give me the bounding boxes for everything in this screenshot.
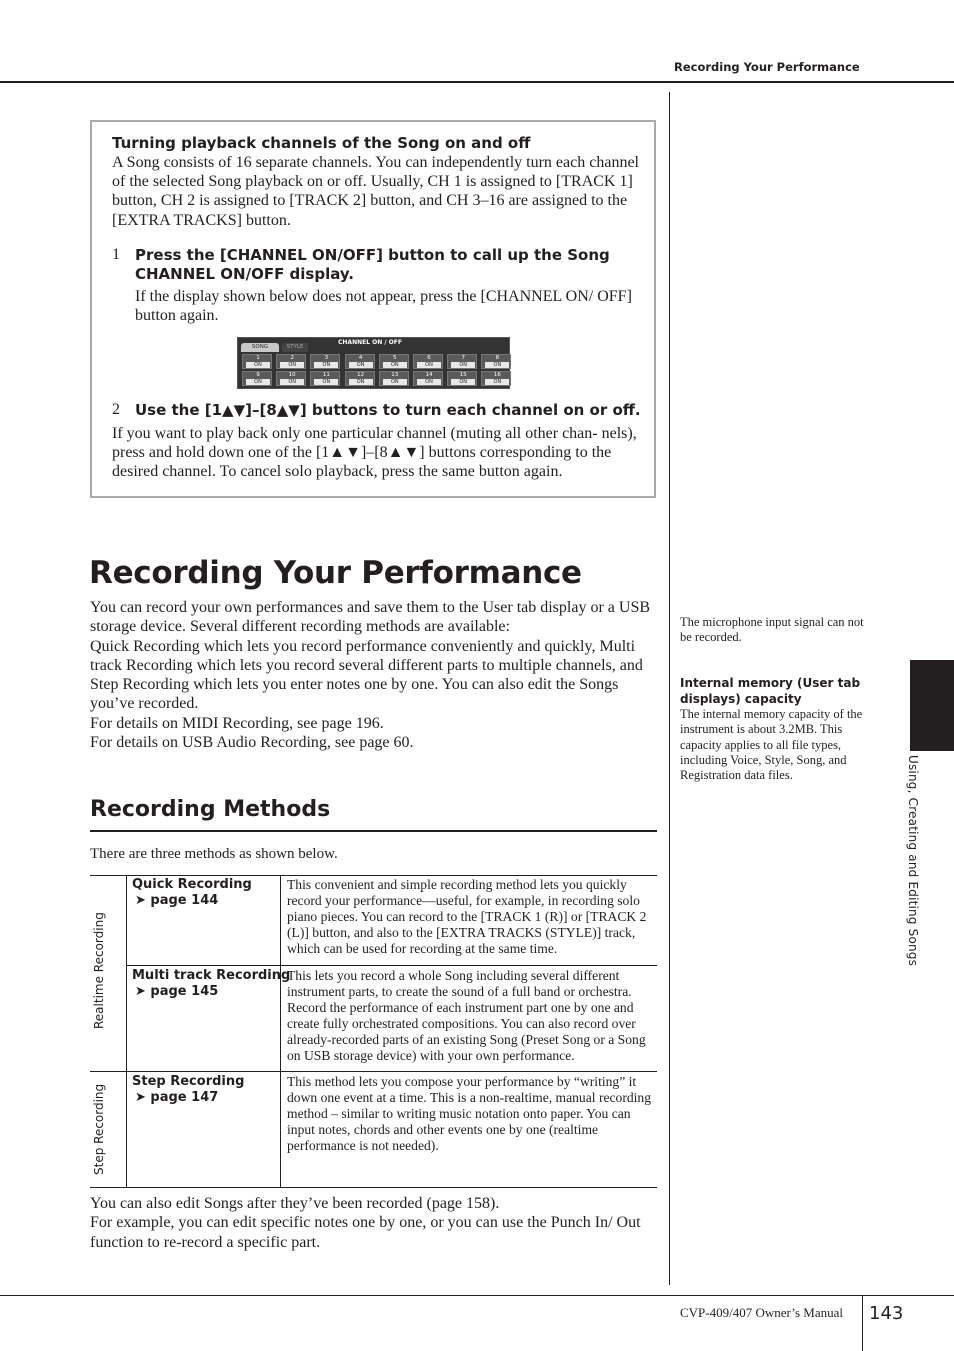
sidebar-note: The internal memory capacity of the instrument is about 3.2MB. This capacity applies to all file types, including Voice, Style, Song, and Registration data files. [680, 707, 863, 783]
channel-on-indicator: ON [246, 379, 270, 385]
method-page-ref: ➤ page 147 [135, 1090, 219, 1105]
page-number: 143 [869, 1303, 904, 1324]
side-tab-label: Using, Creating and Editing Songs [906, 755, 920, 967]
channel-on-indicator: ON [349, 379, 373, 385]
channel-cell [413, 354, 443, 369]
step-2-number: 2 [112, 401, 120, 418]
method-page-ref: ➤ page 145 [135, 984, 219, 999]
section-intro: There are three methods as shown below. [90, 846, 338, 862]
section-title: Recording Methods [90, 797, 331, 822]
table-rule [90, 1187, 657, 1188]
channel-number: 11 [322, 372, 330, 378]
method-description: This lets you record a whole Song including several different instrument parts, to create the sound of a full band or orchestra. Record the performance of each instrument part one by one and create fully orchestrated compositions. You can also record over already-recorded parts of an existing Song (Preset Song or a Song on USB storage device) with your own performance. [287, 968, 646, 1063]
step-2-instruction: Use the [1▲▼]–[8▲▼] buttons to turn each channel on or off. [135, 401, 641, 419]
channel-on-indicator: ON [485, 362, 509, 368]
column-divider [669, 92, 670, 1285]
channel-number: 13 [391, 372, 399, 378]
channel-number: 7 [461, 355, 465, 361]
method-name: Multi track Recording [132, 968, 291, 983]
table-rule [90, 1071, 657, 1072]
screen-tab-song: SONG [241, 343, 279, 352]
box-intro: A Song consists of 16 separate channels. You can independently turn each channel of the selected Song playback on or off. Usually, CH 1 is assigned to [TRACK 1] button, CH 2 is assigned to [TRACK 2] button, and CH 3–16 are assigned to the [EXTRA TRACKS] button. [112, 154, 639, 229]
channel-on-indicator: ON [383, 362, 407, 368]
closing-body [90, 1194, 660, 1252]
channel-cell [310, 371, 340, 386]
channel-cell [481, 354, 511, 369]
running-header: Recording Your Performance [674, 60, 860, 74]
channel-cell [310, 354, 340, 369]
intro-paragraph: You can record your own performances and save them to the User tab display or a USB storage device. Several different recording methods are available: [90, 599, 651, 636]
channel-on-indicator: ON [417, 362, 441, 368]
footer-manual-title: CVP-409/407 Owner’s Manual [680, 1305, 843, 1320]
table-row-method [132, 968, 290, 1000]
step-1-number: 1 [112, 246, 120, 263]
box-title: Turning playback channels of the Song on and off [112, 134, 531, 152]
channel-cell [276, 354, 306, 369]
step-2-detail: If you want to play back only one particular channel (muting all other chan- nels), press and hold down one of the [1▲▼]–[8▲▼] buttons corresponding to the desired channel. To cancel solo playback, press the same button again. [112, 425, 637, 481]
method-description: This convenient and simple recording method lets you quickly record your performance—useful, for example, in recording solo piano pieces. You can record to the [TRACK 1 (R)] or [TRACK 2 (L)] button, and also to the [EXTRA TRACKS (STYLE)] track, which can be used for recording at the same time. [287, 877, 647, 956]
screen-title: CHANNEL ON / OFF [338, 339, 402, 346]
channel-on-indicator: ON [349, 362, 373, 368]
channel-number: 8 [495, 355, 500, 361]
closing-paragraph: You can also edit Songs after they’ve been recorded (page 158). [90, 1195, 500, 1212]
method-page-ref: ➤ page 144 [135, 893, 219, 908]
table-rule [126, 965, 657, 966]
intro-paragraph: Quick Recording which lets you record performance conveniently and quickly, Multi track Recording which lets you record several different parts to multiple channels, and Step Recording which lets you enter notes one by one. You can also edit the Songs you’ve recorded. [90, 637, 643, 713]
method-name: Step Recording [132, 1074, 245, 1089]
group-label-step: Step Recording [92, 1083, 106, 1176]
channel-cell [413, 371, 443, 386]
channel-on-indicator: ON [280, 362, 304, 368]
channel-number: 15 [459, 372, 467, 378]
channel-cell [242, 354, 272, 369]
table-row-method [132, 1074, 244, 1106]
channel-cell [242, 371, 272, 386]
channel-on-indicator: ON [314, 379, 338, 385]
channel-number: 14 [425, 372, 433, 378]
channel-number: 4 [358, 355, 363, 361]
table-column-rule [280, 875, 281, 1187]
page-title: Recording Your Performance [89, 555, 582, 591]
channel-number: 1 [256, 355, 260, 361]
channel-on-indicator: ON [451, 362, 475, 368]
table-rule [90, 875, 657, 876]
channel-cell [379, 354, 409, 369]
channel-cell [379, 371, 409, 386]
channel-cell [345, 371, 375, 386]
channel-number: 12 [357, 372, 365, 378]
footer-divider [862, 1296, 863, 1351]
table-column-rule [126, 875, 127, 1187]
channel-on-indicator: ON [280, 379, 304, 385]
channel-on-indicator: ON [383, 379, 407, 385]
intro-body [90, 598, 658, 752]
intro-paragraph: For details on USB Audio Recording, see page 60. [90, 734, 414, 752]
method-description: This method lets you compose your performance by “writing” it down one event at a time. This is a non-realtime, manual recording method – similar to writing music notation onto paper. You can input notes, chords and other events one by one (realtime performance is not needed). [287, 1074, 652, 1153]
screen-tab-style: STYLE [282, 343, 308, 352]
channel-on-indicator: ON [246, 362, 270, 368]
step-1-detail: If the display shown below does not appear, press the [CHANNEL ON/ OFF] button again. [135, 288, 632, 325]
channel-on-indicator: ON [451, 379, 475, 385]
sidebar-note: The microphone input signal can not be recorded. [680, 615, 864, 645]
channel-number: 16 [493, 372, 501, 378]
channel-number: 5 [393, 355, 397, 361]
channel-cell [447, 354, 477, 369]
sidebar-note-title: Internal memory (User tab displays) capacity [680, 676, 861, 706]
closing-paragraph: For example, you can edit specific notes one by one, or you can use the Punch In/ Out function to re-record a specific part. [90, 1214, 641, 1251]
intro-paragraph: For details on MIDI Recording, see page 196. [90, 714, 384, 732]
header-rule [0, 81, 954, 83]
method-name: Quick Recording [132, 877, 252, 892]
group-label-realtime: Realtime Recording [92, 912, 106, 1029]
table-row-method [132, 877, 252, 909]
channel-on-indicator: ON [314, 362, 338, 368]
channel-number: 3 [324, 355, 329, 361]
channel-cell [481, 371, 511, 386]
channel-number: 10 [288, 372, 296, 378]
section-rule [90, 830, 657, 832]
channel-on-indicator: ON [417, 379, 441, 385]
channel-number: 9 [256, 372, 260, 378]
section-thumb-tab [910, 660, 954, 751]
channel-number: 2 [290, 355, 294, 361]
channel-cell [276, 371, 306, 386]
step-1-instruction: Press the [CHANNEL ON/OFF] button to call up the Song CHANNEL ON/OFF display. [135, 246, 610, 283]
channel-on-off-screen [237, 337, 510, 389]
channel-number: 6 [427, 355, 431, 361]
channel-cell [447, 371, 477, 386]
channel-cell [345, 354, 375, 369]
footer-rule [0, 1295, 954, 1296]
channel-on-indicator: ON [485, 379, 509, 385]
